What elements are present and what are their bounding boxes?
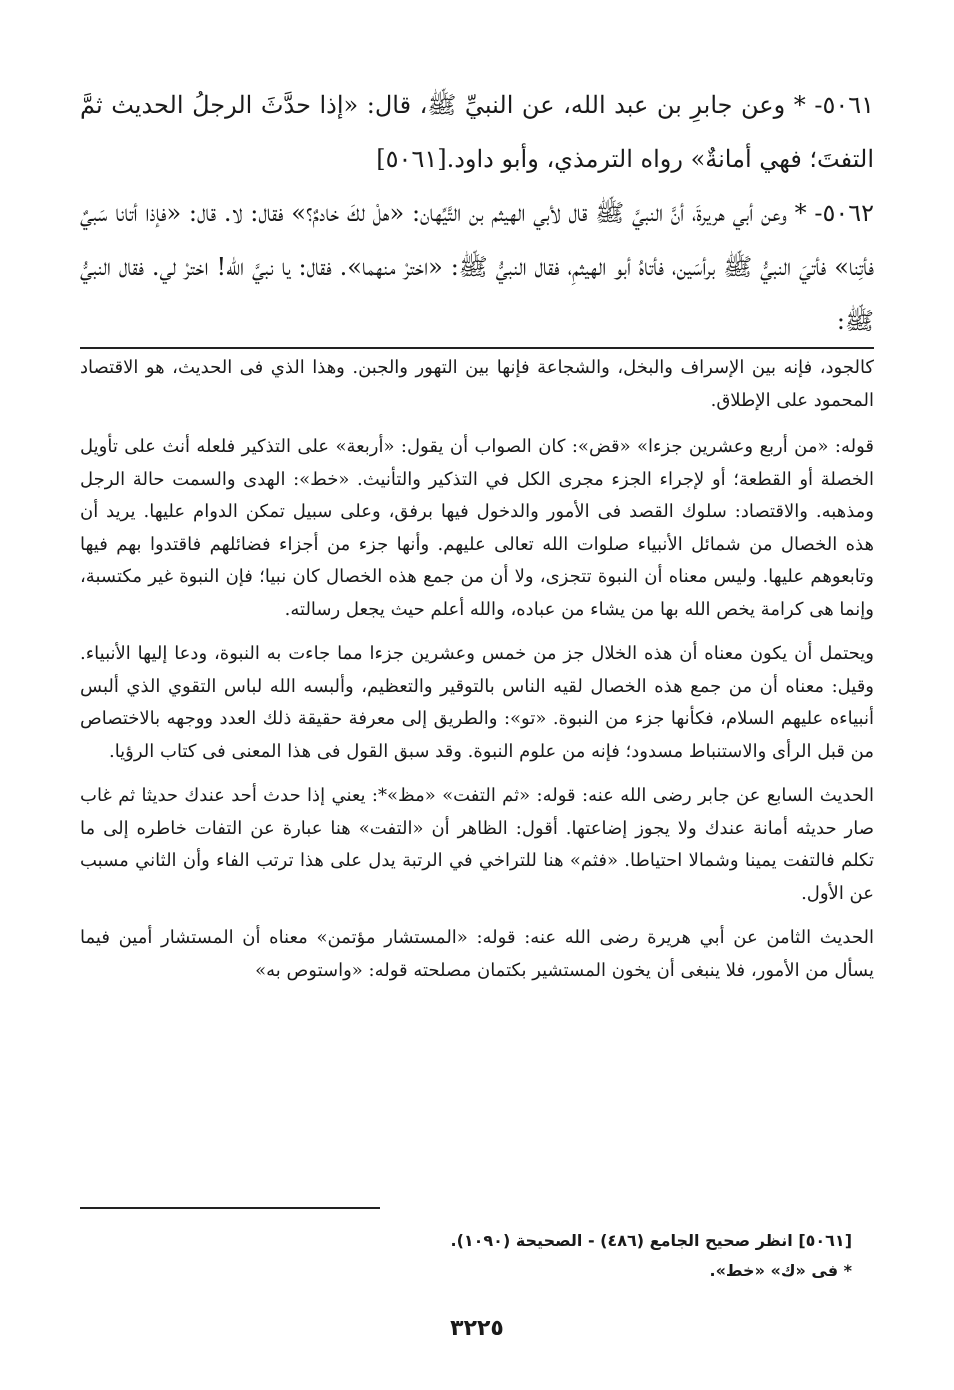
page-number: ٣٢٢٥	[450, 1316, 504, 1341]
commentary-paragraph: كالجود، فإنه بين الإسراف والبخل، والشجاعة فإنها بين التهور والجبن. وهذا الذي فى الحديث، هو الاقتصاد المحمود على الإطلاق.	[80, 357, 874, 411]
hadith-5062: ٥٠٦٢- * وعن أبي هريرةَ، أنَّ النبيَّ ﷺ قال لأبي الهيثم بن التَّيِّهان: «هلْ لكَ خادمٌ؟» فقال: لا. قال: «فإذا أتانا سَبيٌ فأتِنا» فأتيَ النبيُّ ﷺ برأسَين، فأتاهُ أبو الهيثمِ، فقال النبيُّ ﷺ: «اخترْ منهما». فقال: يا نبيَّ الله! اخترْ لي. فقال النبيُّ ﷺ:	[80, 199, 874, 335]
main-divider	[80, 347, 874, 349]
commentary-paragraph: قوله: «من أربع وعشرين جزءا» «قض»: كان الصواب أن يقول: «أربعة» على التذكير فلعله أنث على تأويل الخصلة أو القطعة؛ أو لإجراء الجزء مجرى الكل في التذكير والتأنيث. «خط»: الهدى والسمت حالة الرجل ومذهبه. والاقتصاد: سلوك القصد فى الأمور والدخول فيها برفق، وعلى سبيل تمكن الدوام عليها. يريد أن هذه الخصال من شمائل الأنبياء صلوات الله تعالى عليهم. وأنها جزء من أجزاء فضائلهم فاقتدوا بهم فيها وتابعوهم عليها. وليس معناه أن النبوة تتجزى، ولا أن من جمع هذه الخصال كان نبيا؛ فإن النبوة غير مكتسبة، وإنما هى كرامة يخص الله بها من يشاء من عباده، والله أعلم حيث يجعل رسالته.	[80, 436, 874, 620]
footnote-reference: [٥٠٦١] انظر صحيح الجامع (٤٨٦) - الصحيحة (١٠٩٠).	[450, 1231, 852, 1250]
commentary-section	[80, 352, 874, 987]
hadith-section	[80, 78, 874, 348]
commentary-paragraph: الحديث السابع عن جابر رضى الله عنه: قوله: «ثم التفت» «مظ»*: يعني إذا حدث أحد عندك حديثا ثم غاب صار حديثه أمانة عندك ولا يجوز إضاعتها. أقول: الظاهر أن «التفت» هنا عبارة عن التفات خاطره إلى ما تكلم فالتفت يمينا وشمالا احتياطا. «فثم» هنا للتراخي في الرتبة يدل على هذا ترتب الفاء وأن الثاني مسبب عن الأول.	[80, 785, 874, 904]
commentary-paragraph: ويحتمل أن يكون معناه أن هذه الخلال جز من خمس وعشرين جزءا مما جاءت به النبوة، ودعا إليها الأنبياء. وقيل: معناه أن من جمع هذه الخصال لقيه الناس بالتوقير والتعظيم، وألبسه الله لباس التقوي الذي ألبس أنبياءه عليهم السلام، فكأنها جزء من النبوة. «تو»: والطريق إلى معرفة حقيقة ذلك العدد ووجهه بالاختصاص من قبل الرأى والاستنباط مسدود؛ فإنه من علوم النبوة. وقد سبق القول فى هذا المعنى فى كتاب الرؤيا.	[80, 643, 874, 762]
hadith-5061: ٥٠٦١- * وعن جابرِ بن عبد الله، عن النبيِّ ﷺ، قال: «إذا حدَّثَ الرجلُ الحديث ثمَّ التفتَ؛ فهي أمانةٌ» رواه الترمذي، وأبو داود.[٥٠٦١]	[80, 91, 874, 173]
footnote-divider	[80, 1207, 380, 1209]
commentary-paragraph: الحديث الثامن عن أبي هريرة رضى الله عنه: قوله: «المستشار مؤتمن» معناه أن المستشار أمين فيما يسأل من الأمور، فلا ينبغى أن يخون المستشير بكتمان مصلحته قوله: «واستوص به»	[80, 927, 874, 981]
footnote-note: * فى «ك» «خط».	[709, 1261, 852, 1280]
footnotes	[80, 1226, 874, 1286]
